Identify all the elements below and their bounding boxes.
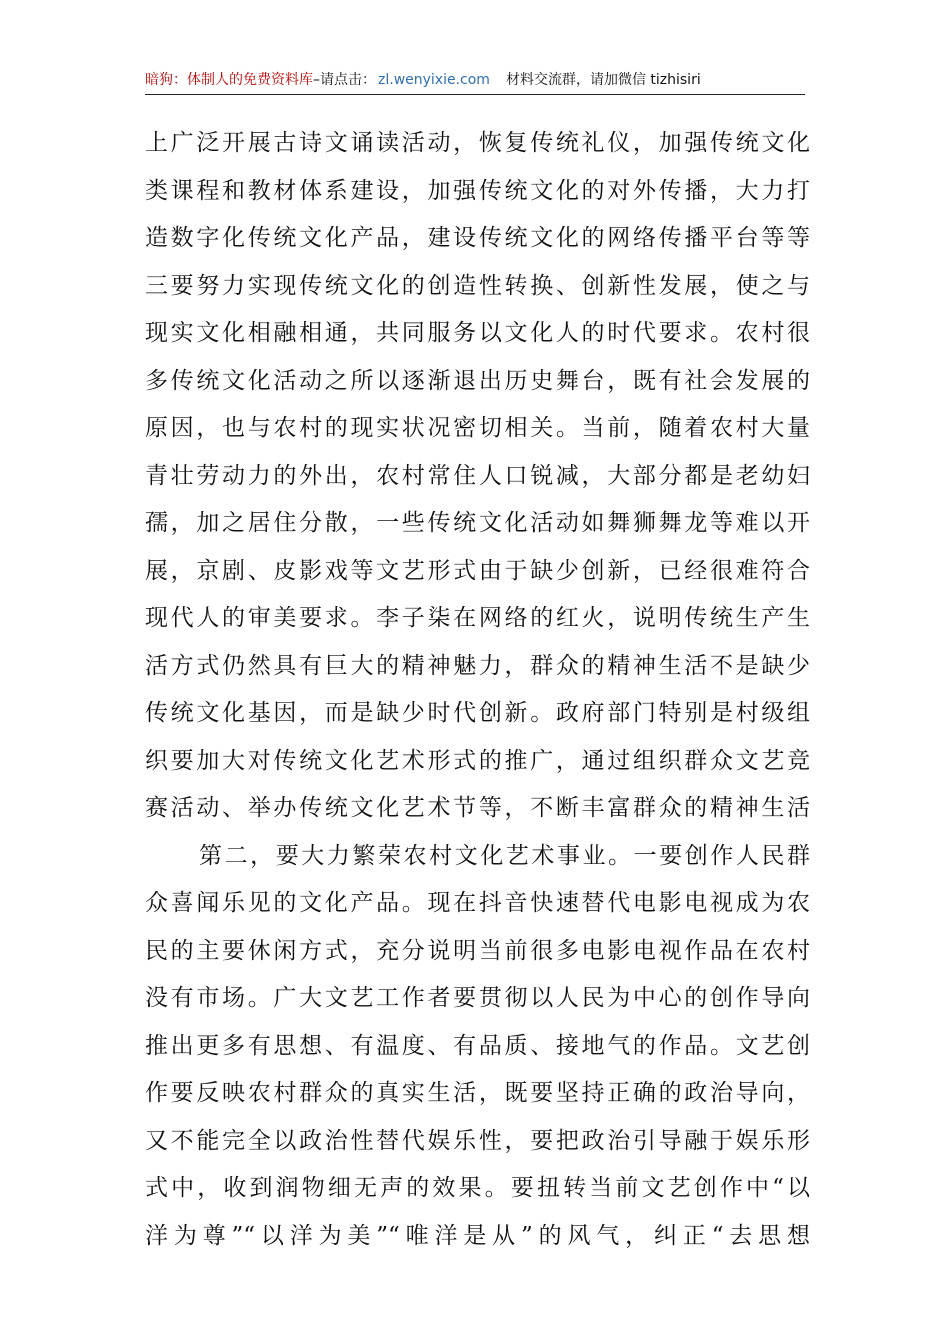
body-line: 民的主要休闲方式，充分说明当前很多电影电视作品在农村 — [145, 937, 810, 964]
header-prompt: –请点击： — [313, 72, 376, 88]
body-line: 又不能完全以政治性替代娱乐性，要把政治引导融于娱乐形 — [145, 1127, 810, 1154]
body-line: 众喜闻乐见的文化产品。现在抖音快速替代电影电视成为农 — [145, 890, 810, 916]
body-line: 赛活动、举办传统文化艺术节等，不断丰富群众的精神生活 — [145, 795, 810, 821]
paragraph-first-line: 第二，要大力繁荣农村文化艺术事业。一要创作人民群 — [199, 842, 810, 869]
body-line: 现实文化相融相通，共同服务以文化人的时代要求。农村很 — [145, 320, 810, 346]
body-line: 类课程和教材体系建设，加强传统文化的对外传播，大力打 — [145, 177, 810, 204]
body-line: 青壮劳动力的外出，农村常住人口锐减，大部分都是老幼妇 — [145, 462, 810, 489]
header-contact: 材料交流群，请加微信 tizhisiri — [505, 72, 701, 88]
body-line: 推出更多有思想、有温度、有品质、接地气的作品。文艺创 — [145, 1032, 810, 1059]
body-line: 上广泛开展古诗文诵读活动，恢复传统礼仪，加强传统文化 — [145, 130, 810, 156]
body-line: 织要加大对传统文化艺术形式的推广，通过组织群众文艺竞 — [145, 747, 810, 774]
body-line: 没有市场。广大文艺工作者要贯彻以人民为中心的创作导向 — [145, 985, 810, 1011]
body-line: 多传统文化活动之所以逐渐退出历史舞台，既有社会发展的 — [145, 367, 810, 394]
body-line: 活方式仍然具有巨大的精神魅力，群众的精神生活不是缺少 — [145, 652, 810, 679]
page-header — [145, 68, 805, 95]
header-link[interactable]: zl.wenyixie.com — [378, 72, 490, 88]
header-brand: 暗狗：体制人的免费资料库 — [145, 72, 313, 88]
body-line: 展，京剧、皮影戏等文艺形式由于缺少创新，已经很难符合 — [145, 557, 810, 584]
body-line: 原因，也与农村的现实状况密切相关。当前，随着农村大量 — [145, 415, 810, 441]
document-body — [145, 120, 810, 1260]
body-line: 三要努力实现传统文化的创造性转换、创新性发展，使之与 — [145, 272, 810, 299]
body-line: 式中，收到润物细无声的效果。要扭转当前文艺创作中“以 — [145, 1175, 810, 1201]
body-line: 传统文化基因，而是缺少时代创新。政府部门特别是村级组 — [145, 700, 810, 726]
body-line: 造数字化传统文化产品，建设传统文化的网络传播平台等等 — [145, 225, 810, 251]
body-line: 作要反映农村群众的真实生活，既要坚持正确的政治导向， — [145, 1080, 810, 1106]
body-line: 现代人的审美要求。李子柒在网络的红火，说明传统生产生 — [145, 605, 810, 631]
body-line: 孺，加之居住分散，一些传统文化活动如舞狮舞龙等难以开 — [145, 510, 810, 536]
body-line: 洋为尊”“以洋为美”“唯洋是从”的风气，纠正“去思想 — [145, 1222, 810, 1249]
